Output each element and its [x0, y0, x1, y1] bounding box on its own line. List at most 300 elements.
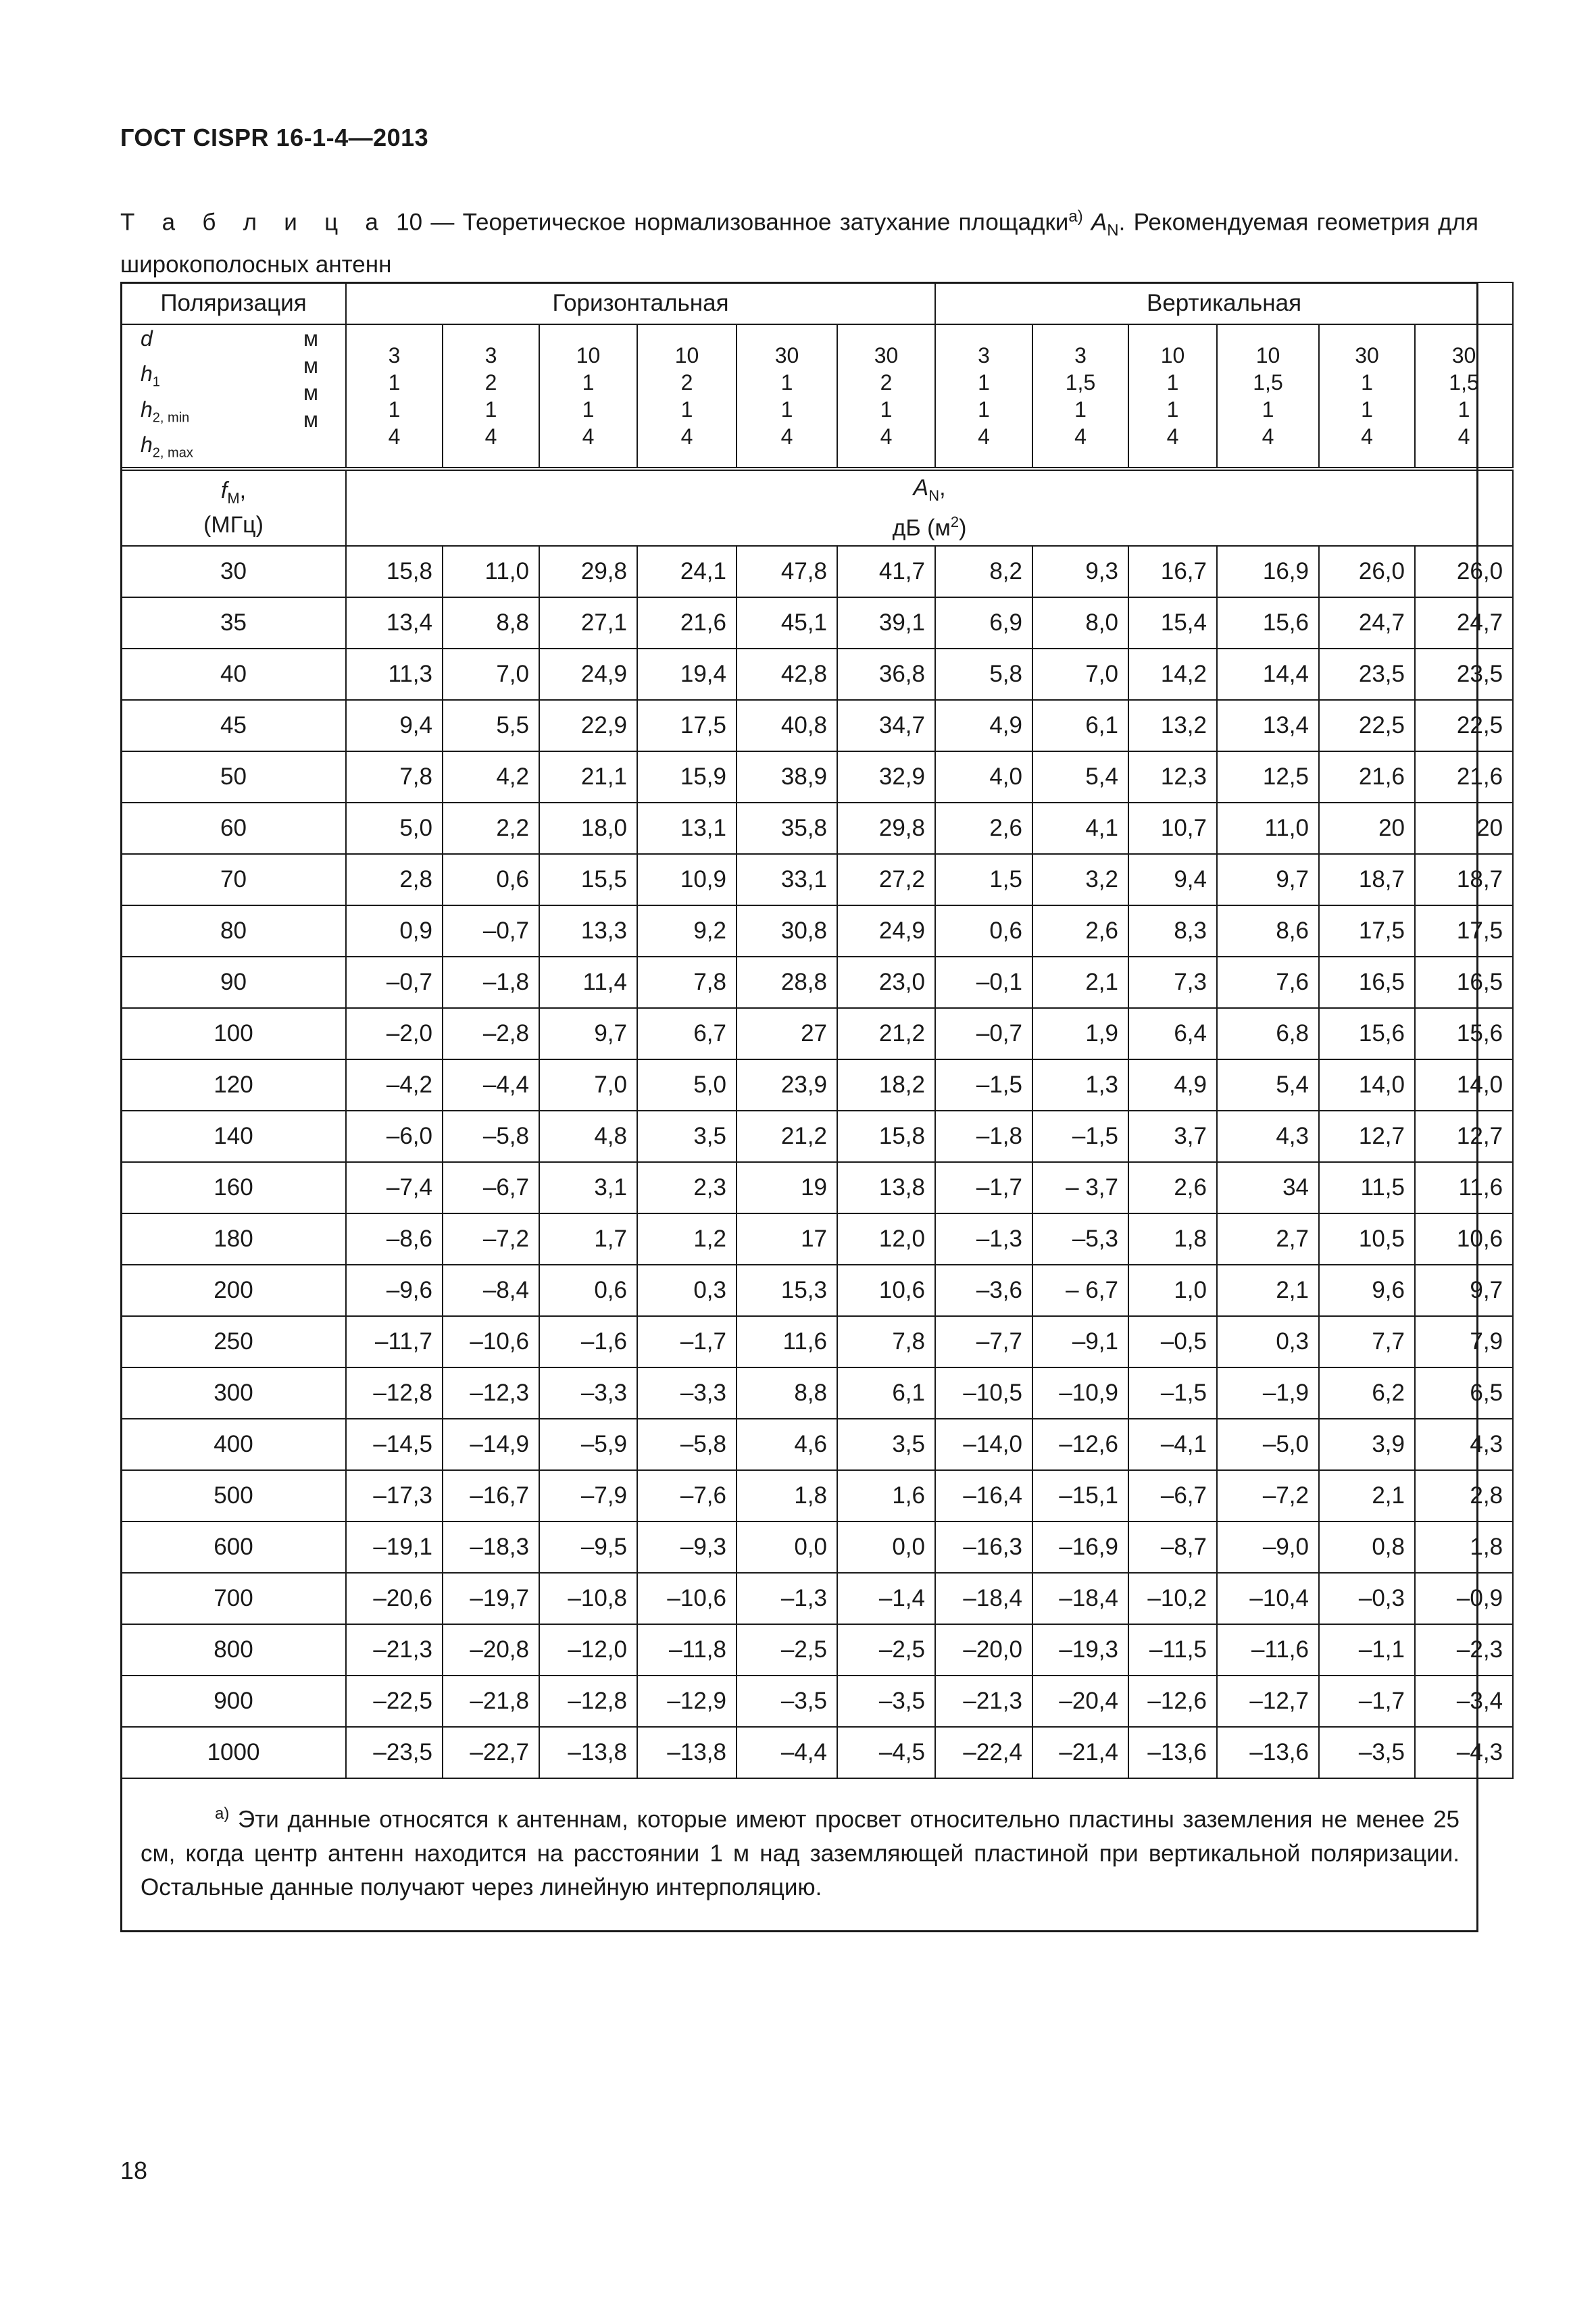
attenuation-cell: 10,5 — [1319, 1213, 1415, 1265]
attenuation-cell: 17 — [737, 1213, 837, 1265]
attenuation-cell: –14,0 — [935, 1419, 1032, 1470]
attenuation-cell: –8,4 — [443, 1265, 539, 1316]
table-row — [121, 597, 1513, 649]
attenuation-cell: 15,6 — [1415, 1008, 1513, 1059]
attenuation-cell: –1,5 — [1128, 1367, 1217, 1419]
attenuation-cell: –0,5 — [1128, 1316, 1217, 1367]
attenuation-cell: 30,8 — [737, 905, 837, 957]
polarization-label: Поляризация — [121, 282, 346, 324]
caption-text: Теоретическое нормализованное затухание площадки — [462, 209, 1069, 236]
attenuation-cell: 5,8 — [935, 649, 1032, 700]
frequency-cell: 180 — [121, 1213, 346, 1265]
attenuation-cell: 9,3 — [1032, 546, 1128, 597]
geometry-value: 4 — [978, 424, 990, 449]
attenuation-cell: 23,9 — [737, 1059, 837, 1111]
attenuation-cell: 26,0 — [1319, 546, 1415, 597]
parameter-symbol: d — [141, 326, 153, 351]
attenuation-cell: –18,3 — [443, 1521, 539, 1573]
attenuation-cell: 3,9 — [1319, 1419, 1415, 1470]
attenuation-cell: –12,7 — [1217, 1676, 1319, 1727]
attenuation-cell: –13,8 — [637, 1727, 737, 1778]
table-row — [121, 905, 1513, 957]
attenuation-cell: –3,5 — [837, 1676, 935, 1727]
attenuation-cell: 47,8 — [737, 546, 837, 597]
geometry-value: 30 — [774, 343, 799, 368]
geometry-value: 4 — [680, 424, 693, 449]
geometry-value: 2 — [680, 370, 693, 395]
attenuation-cell: 2,1 — [1319, 1470, 1415, 1521]
attenuation-cell: –9,3 — [637, 1521, 737, 1573]
attenuation-cell: 1,8 — [737, 1470, 837, 1521]
attenuation-cell: 4,8 — [539, 1111, 637, 1162]
attenuation-cell: –22,4 — [935, 1727, 1032, 1778]
attenuation-cell: 13,8 — [837, 1162, 935, 1213]
attenuation-cell: –12,6 — [1128, 1676, 1217, 1727]
attenuation-cell: 7,8 — [637, 957, 737, 1008]
attenuation-cell: 23,5 — [1415, 649, 1513, 700]
attenuation-cell: –21,4 — [1032, 1727, 1128, 1778]
attenuation-cell: –18,4 — [1032, 1573, 1128, 1624]
table-row — [121, 1162, 1513, 1213]
attenuation-cell: 29,8 — [837, 803, 935, 854]
geometry-value: 1 — [582, 370, 595, 395]
attenuation-cell: 21,6 — [1319, 751, 1415, 803]
attenuation-cell: –9,1 — [1032, 1316, 1128, 1367]
attenuation-cell: 3,5 — [837, 1419, 935, 1470]
geometry-column — [1415, 324, 1513, 469]
attenuation-cell: 22,5 — [1415, 700, 1513, 751]
frequency-cell: 60 — [121, 803, 346, 854]
attenuation-cell: –5,0 — [1217, 1419, 1319, 1470]
attenuation-cell: –12,3 — [443, 1367, 539, 1419]
footnote-mark: а) — [215, 1805, 230, 1823]
attenuation-cell: 8,6 — [1217, 905, 1319, 957]
attenuation-cell: 13,4 — [346, 597, 443, 649]
attenuation-cell: 0,3 — [637, 1265, 737, 1316]
attenuation-cell: 32,9 — [837, 751, 935, 803]
attenuation-cell: –10,6 — [637, 1573, 737, 1624]
attenuation-cell: – 6,7 — [1032, 1265, 1128, 1316]
attenuation-cell: 6,1 — [837, 1367, 935, 1419]
attenuation-cell: 7,7 — [1319, 1316, 1415, 1367]
attenuation-cell: –4,4 — [443, 1059, 539, 1111]
attenuation-cell: 21,2 — [737, 1111, 837, 1162]
attenuation-cell: 0,6 — [443, 854, 539, 905]
parameter-name — [141, 431, 193, 466]
geometry-value: 1 — [1262, 397, 1274, 422]
attenuation-cell: –1,9 — [1217, 1367, 1319, 1419]
frequency-cell: 300 — [121, 1367, 346, 1419]
attenuation-cell: 1,0 — [1128, 1265, 1217, 1316]
attenuation-cell: 8,8 — [737, 1367, 837, 1419]
attenuation-cell: 4,0 — [935, 751, 1032, 803]
attenuation-cell: 15,8 — [346, 546, 443, 597]
attenuation-cell: 2,2 — [443, 803, 539, 854]
attenuation-cell: 17,5 — [1319, 905, 1415, 957]
attenuation-cell: 14,2 — [1128, 649, 1217, 700]
attenuation-cell: –16,7 — [443, 1470, 539, 1521]
attenuation-cell: 19,4 — [637, 649, 737, 700]
attenuation-cell: 24,7 — [1415, 597, 1513, 649]
attenuation-cell: –3,4 — [1415, 1676, 1513, 1727]
attenuation-cell: –0,1 — [935, 957, 1032, 1008]
table-row — [121, 1521, 1513, 1573]
frequency-cell: 100 — [121, 1008, 346, 1059]
attenuation-cell: 40,8 — [737, 700, 837, 751]
geometry-value: 1 — [1361, 397, 1373, 422]
attenuation-cell: 1,7 — [539, 1213, 637, 1265]
caption-dash: — — [430, 209, 455, 236]
attenuation-cell: 4,2 — [443, 751, 539, 803]
frequency-cell: 80 — [121, 905, 346, 957]
caption-text-rest: . Рекомендуемая геометрия для широкополосных антенн — [120, 209, 1478, 278]
geometry-value: 10 — [674, 343, 699, 368]
attenuation-cell: –19,3 — [1032, 1624, 1128, 1676]
attenuation-cell: –12,6 — [1032, 1419, 1128, 1470]
geometry-value: 1 — [780, 397, 793, 422]
table-row — [121, 854, 1513, 905]
geometry-value: 1,5 — [1253, 370, 1283, 395]
attenuation-cell: –1,8 — [935, 1111, 1032, 1162]
attenuation-cell: 3,5 — [637, 1111, 737, 1162]
attenuation-cell: –1,4 — [837, 1573, 935, 1624]
freq-symbol: f — [220, 477, 228, 503]
attenuation-cell: 18,7 — [1319, 854, 1415, 905]
table-row — [121, 1213, 1513, 1265]
attenuation-cell: –1,3 — [935, 1213, 1032, 1265]
frequency-cell: 120 — [121, 1059, 346, 1111]
parameter-subscript: 1 — [152, 374, 160, 390]
attenuation-cell: –1,5 — [935, 1059, 1032, 1111]
geometry-value: 4 — [388, 424, 401, 449]
attenuation-cell: 11,0 — [443, 546, 539, 597]
table-row — [121, 1624, 1513, 1676]
parameter-unit: м — [303, 407, 318, 432]
attenuation-cell: 12,5 — [1217, 751, 1319, 803]
frequency-cell: 40 — [121, 649, 346, 700]
geometry-value: 1 — [388, 397, 401, 422]
attenuation-cell: –10,8 — [539, 1573, 637, 1624]
attenuation-cell: 21,6 — [1415, 751, 1513, 803]
attenuation-cell: 27 — [737, 1008, 837, 1059]
attenuation-cell: 42,8 — [737, 649, 837, 700]
frequency-cell: 700 — [121, 1573, 346, 1624]
attenuation-cell: –2,3 — [1415, 1624, 1513, 1676]
geometry-value: 4 — [1166, 424, 1179, 449]
attenuation-cell: –20,0 — [935, 1624, 1032, 1676]
attenuation-cell: –10,9 — [1032, 1367, 1128, 1419]
attenuation-cell: –3,3 — [637, 1367, 737, 1419]
attenuation-cell: –7,6 — [637, 1470, 737, 1521]
attenuation-cell: –21,3 — [346, 1624, 443, 1676]
geometry-value: 1 — [582, 397, 595, 422]
table-row — [121, 751, 1513, 803]
attenuation-cell: 2,8 — [346, 854, 443, 905]
attenuation-cell: –0,7 — [443, 905, 539, 957]
geometry-value: 1,5 — [1065, 370, 1096, 395]
attenuation-cell: 2,6 — [1032, 905, 1128, 957]
attenuation-cell: 4,9 — [1128, 1059, 1217, 1111]
attenuation-cell: –23,5 — [346, 1727, 443, 1778]
geometry-column — [737, 324, 837, 469]
attenuation-cell: –20,6 — [346, 1573, 443, 1624]
frequency-cell: 35 — [121, 597, 346, 649]
attenuation-cell: –7,2 — [443, 1213, 539, 1265]
attenuation-cell: –16,4 — [935, 1470, 1032, 1521]
attenuation-cell: 1,8 — [1128, 1213, 1217, 1265]
attenuation-cell: –6,7 — [1128, 1470, 1217, 1521]
attenuation-cell: 4,3 — [1217, 1111, 1319, 1162]
table-row — [121, 1111, 1513, 1162]
attenuation-cell: –20,8 — [443, 1624, 539, 1676]
attenuation-cell: –10,6 — [443, 1316, 539, 1367]
attenuation-cell: –18,4 — [935, 1573, 1032, 1624]
caption-label: Т а б л и ц а — [120, 209, 388, 236]
vertical-header: Вертикальная — [935, 282, 1513, 324]
attenuation-cell: 34 — [1217, 1162, 1319, 1213]
attenuation-cell: –1,5 — [1032, 1111, 1128, 1162]
attenuation-cell: 2,6 — [1128, 1162, 1217, 1213]
attenuation-cell: 5,4 — [1032, 751, 1128, 803]
attenuation-cell: –2,5 — [737, 1624, 837, 1676]
frequency-cell: 600 — [121, 1521, 346, 1573]
attenuation-cell: 16,5 — [1319, 957, 1415, 1008]
attenuation-cell: 8,2 — [935, 546, 1032, 597]
table-row — [121, 1059, 1513, 1111]
attenuation-cell: 14,0 — [1415, 1059, 1513, 1111]
geometry-column — [837, 324, 935, 469]
attenuation-cell: –1,7 — [637, 1316, 737, 1367]
an-symbol: A — [913, 474, 929, 501]
attenuation-cell: 36,8 — [837, 649, 935, 700]
attenuation-cell: –7,9 — [539, 1470, 637, 1521]
attenuation-cell: –1,6 — [539, 1316, 637, 1367]
attenuation-cell: –16,3 — [935, 1521, 1032, 1573]
attenuation-cell: –4,4 — [737, 1727, 837, 1778]
attenuation-cell: 3,7 — [1128, 1111, 1217, 1162]
attenuation-cell: 13,1 — [637, 803, 737, 854]
attenuation-cell: 6,7 — [637, 1008, 737, 1059]
attenuation-cell: 0,3 — [1217, 1316, 1319, 1367]
geometry-column — [637, 324, 737, 469]
attenuation-cell: 9,4 — [346, 700, 443, 751]
attenuation-cell: 0,9 — [346, 905, 443, 957]
attenuation-cell: 22,5 — [1319, 700, 1415, 751]
attenuation-cell: 16,9 — [1217, 546, 1319, 597]
table-row — [121, 1316, 1513, 1367]
attenuation-cell: 8,3 — [1128, 905, 1217, 957]
attenuation-cell: –4,5 — [837, 1727, 935, 1778]
attenuation-cell: –5,3 — [1032, 1213, 1128, 1265]
attenuation-cell: –3,3 — [539, 1367, 637, 1419]
attenuation-cell: –12,0 — [539, 1624, 637, 1676]
attenuation-cell: –22,7 — [443, 1727, 539, 1778]
attenuation-cell: 17,5 — [1415, 905, 1513, 957]
attenuation-cell: –10,2 — [1128, 1573, 1217, 1624]
attenuation-cell: –3,6 — [935, 1265, 1032, 1316]
attenuation-cell: –15,1 — [1032, 1470, 1128, 1521]
frequency-cell: 800 — [121, 1624, 346, 1676]
geometry-column — [1128, 324, 1217, 469]
attenuation-cell: 20 — [1415, 803, 1513, 854]
frequency-cell: 400 — [121, 1419, 346, 1470]
geometry-value: 3 — [978, 343, 990, 368]
attenuation-cell: 4,9 — [935, 700, 1032, 751]
attenuation-cell: 4,1 — [1032, 803, 1128, 854]
attenuation-cell: 2,7 — [1217, 1213, 1319, 1265]
attenuation-cell: –1,7 — [1319, 1676, 1415, 1727]
attenuation-cell: –0,7 — [346, 957, 443, 1008]
geometry-column — [1319, 324, 1415, 469]
attenuation-cell: 29,8 — [539, 546, 637, 597]
attenuation-cell: –0,9 — [1415, 1573, 1513, 1624]
attenuation-cell: 11,4 — [539, 957, 637, 1008]
table-row — [121, 1008, 1513, 1059]
parameter-symbol: h — [141, 397, 153, 422]
attenuation-cell: 15,8 — [837, 1111, 935, 1162]
attenuation-cell: –5,8 — [637, 1419, 737, 1470]
table-footnote — [141, 1797, 1460, 1905]
attenuation-cell: 1,3 — [1032, 1059, 1128, 1111]
attenuation-cell: 26,0 — [1415, 546, 1513, 597]
attenuation-cell: 23,0 — [837, 957, 935, 1008]
attenuation-cell: 0,6 — [935, 905, 1032, 957]
geometry-column — [539, 324, 637, 469]
attenuation-cell: –16,9 — [1032, 1521, 1128, 1573]
attenuation-cell: –9,5 — [539, 1521, 637, 1573]
frequency-header — [121, 469, 346, 546]
attenuation-cell: –11,6 — [1217, 1624, 1319, 1676]
attenuation-cell: –19,1 — [346, 1521, 443, 1573]
horizontal-header: Горизонтальная — [346, 282, 935, 324]
attenuation-cell: 15,9 — [637, 751, 737, 803]
freq-comma: , — [239, 477, 247, 503]
attenuation-cell: 15,5 — [539, 854, 637, 905]
parameter-name — [141, 325, 193, 360]
geometry-value: 30 — [1451, 343, 1476, 368]
attenuation-cell: 6,5 — [1415, 1367, 1513, 1419]
attenuation-cell: –0,3 — [1319, 1573, 1415, 1624]
attenuation-cell: –7,7 — [935, 1316, 1032, 1367]
attenuation-cell: 6,2 — [1319, 1367, 1415, 1419]
parameter-unit: м — [303, 326, 318, 351]
attenuation-cell: –11,8 — [637, 1624, 737, 1676]
document-header: ГОСТ CISPR 16-1-4—2013 — [120, 124, 429, 151]
parameter-unit: м — [303, 380, 318, 405]
an-unit: дБ (м — [892, 515, 951, 541]
attenuation-cell: 24,1 — [637, 546, 737, 597]
attenuation-cell: –3,5 — [1319, 1727, 1415, 1778]
attenuation-cell: –5,8 — [443, 1111, 539, 1162]
attenuation-cell: 24,7 — [1319, 597, 1415, 649]
caption-footnote-mark: а) — [1068, 207, 1083, 226]
an-unit-sup: 2 — [950, 513, 959, 531]
attenuation-cell: 9,6 — [1319, 1265, 1415, 1316]
an-comma: , — [939, 474, 946, 501]
attenuation-cell: 12,3 — [1128, 751, 1217, 803]
geometry-value: 10 — [576, 343, 601, 368]
geometry-value: 2 — [484, 370, 497, 395]
parameter-unit: м — [303, 353, 318, 378]
frequency-cell: 50 — [121, 751, 346, 803]
attenuation-cell: 1,5 — [935, 854, 1032, 905]
attenuation-cell: 15,3 — [737, 1265, 837, 1316]
attenuation-cell: –6,7 — [443, 1162, 539, 1213]
attenuation-cell: 0,8 — [1319, 1521, 1415, 1573]
attenuation-cell: 24,9 — [539, 649, 637, 700]
an-unit-close: ) — [959, 515, 967, 541]
parameter-symbol: h — [141, 432, 153, 457]
attenuation-cell: –4,2 — [346, 1059, 443, 1111]
attenuation-cell: 13,2 — [1128, 700, 1217, 751]
attenuation-cell: 12,0 — [837, 1213, 935, 1265]
geometry-value: 10 — [1160, 343, 1185, 368]
table-row — [121, 1676, 1513, 1727]
attenuation-cell: –5,9 — [539, 1419, 637, 1470]
attenuation-cell: –4,1 — [1128, 1419, 1217, 1470]
frequency-cell: 200 — [121, 1265, 346, 1316]
attenuation-cell: –14,5 — [346, 1419, 443, 1470]
attenuation-cell: –9,6 — [346, 1265, 443, 1316]
attenuation-cell: 11,5 — [1319, 1162, 1415, 1213]
attenuation-cell: –7,2 — [1217, 1470, 1319, 1521]
geometry-value: 1 — [880, 397, 893, 422]
attenuation-cell: 15,4 — [1128, 597, 1217, 649]
attenuation-cell: 11,3 — [346, 649, 443, 700]
attenuation-cell: 27,2 — [837, 854, 935, 905]
attenuation-cell: 7,3 — [1128, 957, 1217, 1008]
attenuation-cell: 18,2 — [837, 1059, 935, 1111]
attenuation-cell: 7,8 — [837, 1316, 935, 1367]
attenuation-cell: 11,6 — [737, 1316, 837, 1367]
geometry-value: 3 — [388, 343, 401, 368]
attenuation-cell: –7,4 — [346, 1162, 443, 1213]
attenuation-cell: 3,2 — [1032, 854, 1128, 905]
attenuation-cell: 27,1 — [539, 597, 637, 649]
freq-symbol-sub: M — [227, 489, 240, 507]
attenuation-cell: 11,0 — [1217, 803, 1319, 854]
attenuation-cell: 16,7 — [1128, 546, 1217, 597]
frequency-cell: 45 — [121, 700, 346, 751]
geometry-value: 4 — [582, 424, 595, 449]
attenuation-cell: –2,0 — [346, 1008, 443, 1059]
attenuation-cell: 13,3 — [539, 905, 637, 957]
attenuation-cell: 19 — [737, 1162, 837, 1213]
attenuation-cell: –19,7 — [443, 1573, 539, 1624]
frequency-cell: 140 — [121, 1111, 346, 1162]
attenuation-cell: 9,7 — [539, 1008, 637, 1059]
attenuation-cell: –13,8 — [539, 1727, 637, 1778]
table-row — [121, 700, 1513, 751]
attenuation-cell: –21,8 — [443, 1676, 539, 1727]
attenuation-cell: 15,6 — [1217, 597, 1319, 649]
attenuation-cell: 7,0 — [443, 649, 539, 700]
geometry-value: 1,5 — [1449, 370, 1479, 395]
geometry-value: 1 — [1166, 370, 1179, 395]
geometry-value: 4 — [1361, 424, 1373, 449]
attenuation-cell: –2,8 — [443, 1008, 539, 1059]
attenuation-cell: 4,3 — [1415, 1419, 1513, 1470]
attenuation-cell: 14,4 — [1217, 649, 1319, 700]
geometry-value: 30 — [874, 343, 899, 368]
frequency-cell: 160 — [121, 1162, 346, 1213]
attenuation-cell: 12,7 — [1319, 1111, 1415, 1162]
geometry-column — [346, 324, 443, 469]
frequency-cell: 90 — [121, 957, 346, 1008]
attenuation-cell: –10,5 — [935, 1367, 1032, 1419]
parameter-name — [141, 396, 193, 431]
table-row — [121, 803, 1513, 854]
